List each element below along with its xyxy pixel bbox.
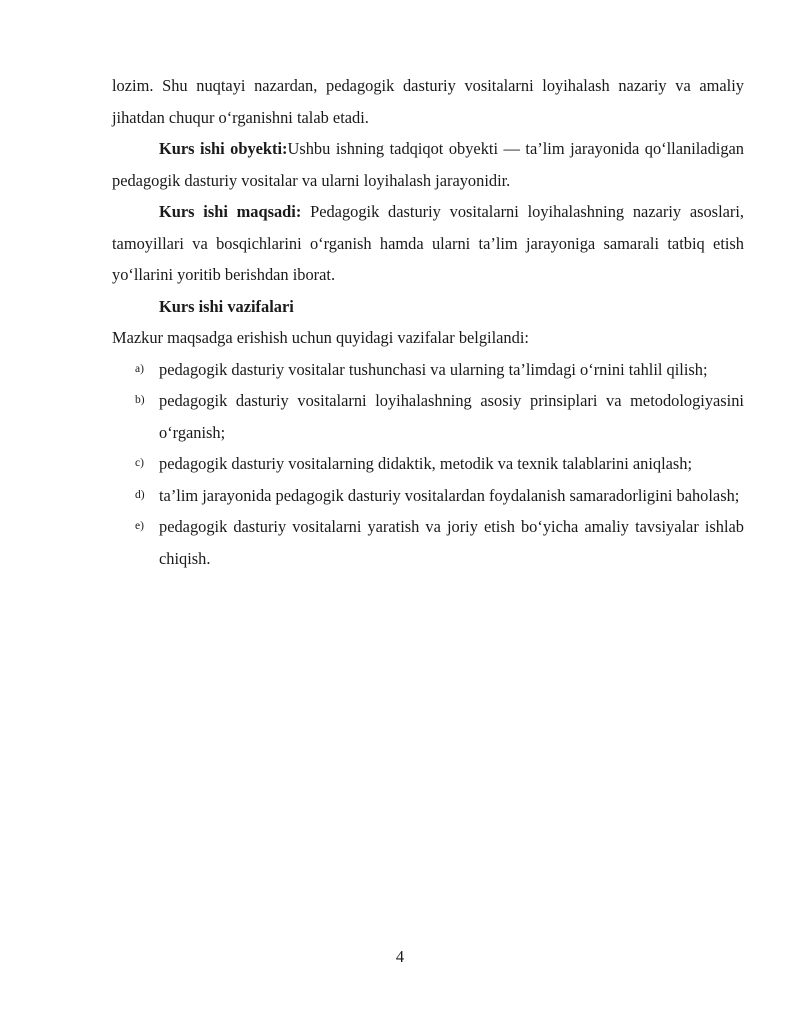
list-marker: c) [135, 457, 144, 469]
goal-label: Kurs ishi maqsadi: [159, 202, 302, 221]
tasks-heading: Kurs ishi vazifalari [159, 296, 294, 316]
object-text: Ushbu ishning tadqiqot obyekti — ta’lim jarayonida qo‘llaniladigan pedagogik dasturiy vositalar va ularni loyihalash jarayonidir. [112, 139, 744, 190]
list-item [112, 354, 744, 386]
goal-paragraph [112, 196, 744, 291]
list-item-text: pedagogik dasturiy vositalarni yaratish va joriy etish bo‘yicha amaliy tavsiyalar ishlab chiqish. [159, 517, 744, 568]
page-number: 4 [395, 947, 405, 966]
tasks-list [112, 354, 744, 575]
tasks-intro: Mazkur maqsadga erishish uchun quyidagi vazifalar belgilandi: [112, 328, 529, 347]
list-marker: a) [135, 362, 144, 375]
list-marker: e) [135, 520, 144, 532]
list-item [112, 511, 744, 574]
list-item-text: pedagogik dasturiy vositalarning didaktik, metodik va texnik talablarini aniqlash; [159, 454, 693, 473]
list-item [112, 448, 744, 480]
intro-paragraph: lozim. Shu nuqtayi nazardan, pedagogik dasturiy vositalarni loyihalash nazariy va amaliy jihatdan chuqur o‘rganishni talab etadi. [112, 76, 744, 127]
list-item-text: ta’lim jarayonida pedagogik dasturiy vositalardan foydalanish samaradorligini baholash; [159, 485, 740, 505]
goal-text: Pedagogik dasturiy vositalarni loyihalashning nazariy asoslari, tamoyillari va bosqichlarini o‘rganish hamda ularni ta’lim jarayoniga samarali tatbiq etish yo‘llarini yoritib berishdan iborat. [112, 202, 745, 284]
list-item [112, 385, 744, 448]
list-item [112, 480, 744, 512]
document-page [112, 70, 744, 574]
list-item-text: pedagogik dasturiy vositalarni loyihalashning asosiy prinsiplari va metodologiyasini o‘rganish; [159, 391, 744, 442]
list-item-text: pedagogik dasturiy vositalar tushunchasi va ularning ta’limdagi o‘rnini tahlil qilish; [159, 359, 708, 379]
list-marker: b) [135, 394, 145, 406]
list-marker: d) [135, 488, 145, 501]
object-label: Kurs ishi obyekti: [159, 139, 288, 158]
object-paragraph [112, 133, 744, 196]
